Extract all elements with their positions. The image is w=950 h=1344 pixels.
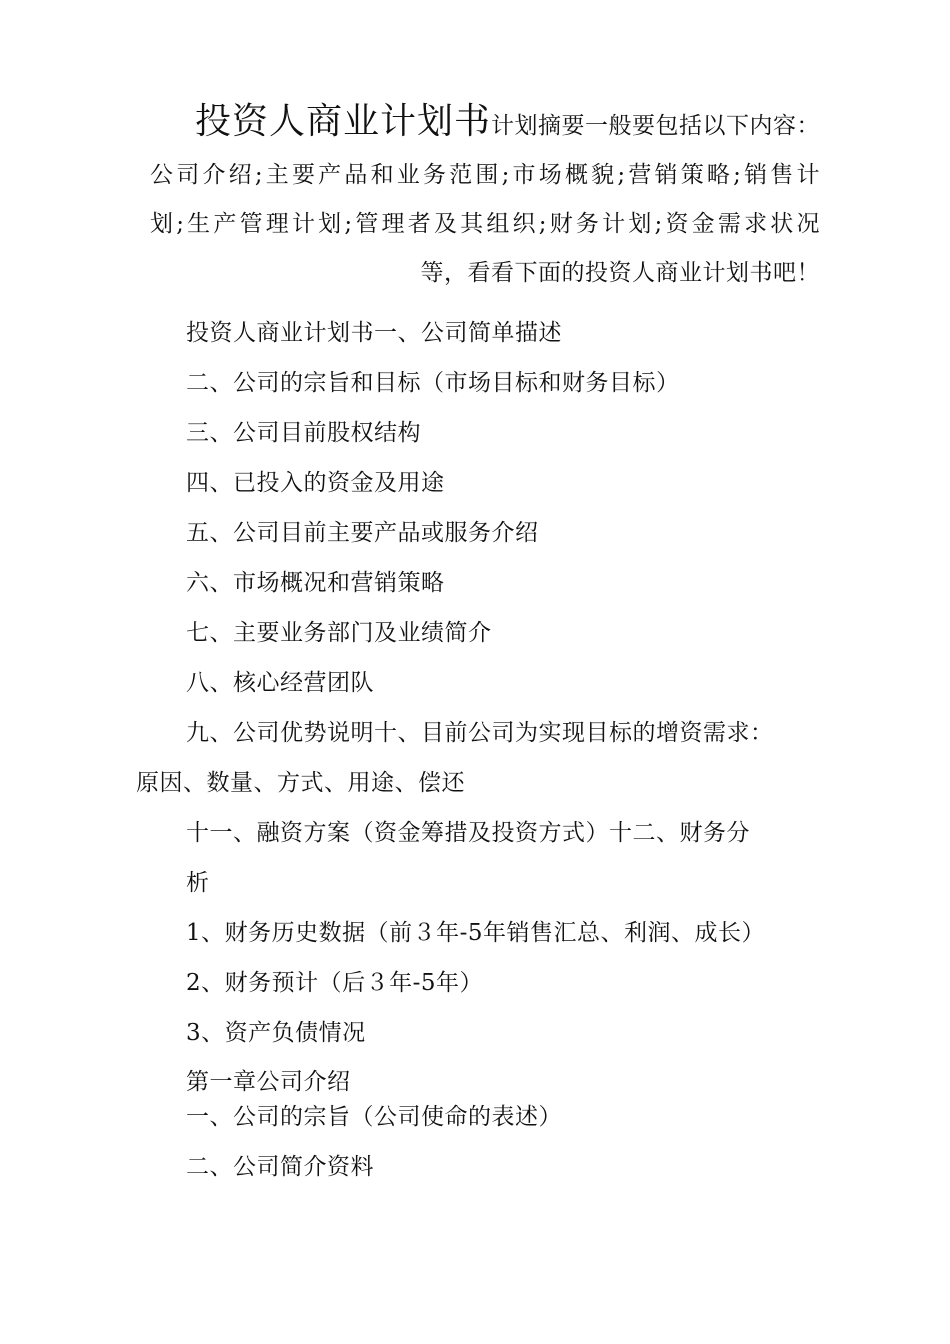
outline-item: 投资人商业计划书一、公司简单描述 [186, 320, 562, 346]
title-block [150, 97, 820, 298]
outline-item: 二、公司简介资料 [186, 1154, 374, 1180]
intro-text-line-3: 划;生产管理计划;管理者及其组织;财务计划;资金需求状况 [150, 211, 820, 237]
outline-item: 2、财务预计（后３年-5年） [186, 970, 484, 996]
outline-item: 六、市场概况和营销策略 [186, 570, 445, 596]
outline-item: 十一、融资方案（资金筹措及投资方式）十二、财务分 [186, 820, 750, 846]
title-line [150, 97, 820, 151]
intro-text-line-4: 等，看看下面的投资人商业计划书吧！ [420, 260, 820, 286]
intro-text-line-1: 计划摘要一般要包括以下内容： [491, 113, 820, 139]
document-title: 投资人商业计划书 [194, 101, 491, 142]
chapter-heading: 第一章公司介绍 [186, 1069, 351, 1095]
outline-item: 析 [186, 870, 210, 896]
intro-text-line-2: 公司介绍;主要产品和业务范围;市场概貌;营销策略;销售计 [150, 162, 820, 188]
outline-item: 八、核心经营团队 [186, 670, 374, 696]
outline-item: 3、资产负债情况 [186, 1020, 366, 1046]
outline-item: 原因、数量、方式、用途、偿还 [136, 770, 465, 796]
outline-item: 一、公司的宗旨（公司使命的表述） [186, 1104, 562, 1130]
outline-item: 五、公司目前主要产品或服务介绍 [186, 520, 539, 546]
outline-item: 1、财务历史数据（前３年-5年销售汇总、利润、成长） [186, 920, 766, 946]
outline-item: 七、主要业务部门及业绩简介 [186, 620, 492, 646]
outline-item: 九、公司优势说明十、目前公司为实现目标的增资需求： [186, 720, 774, 746]
outline-item: 四、已投入的资金及用途 [186, 470, 445, 496]
outline-item: 二、公司的宗旨和目标（市场目标和财务目标） [186, 370, 680, 396]
outline-item: 三、公司目前股权结构 [186, 420, 421, 446]
